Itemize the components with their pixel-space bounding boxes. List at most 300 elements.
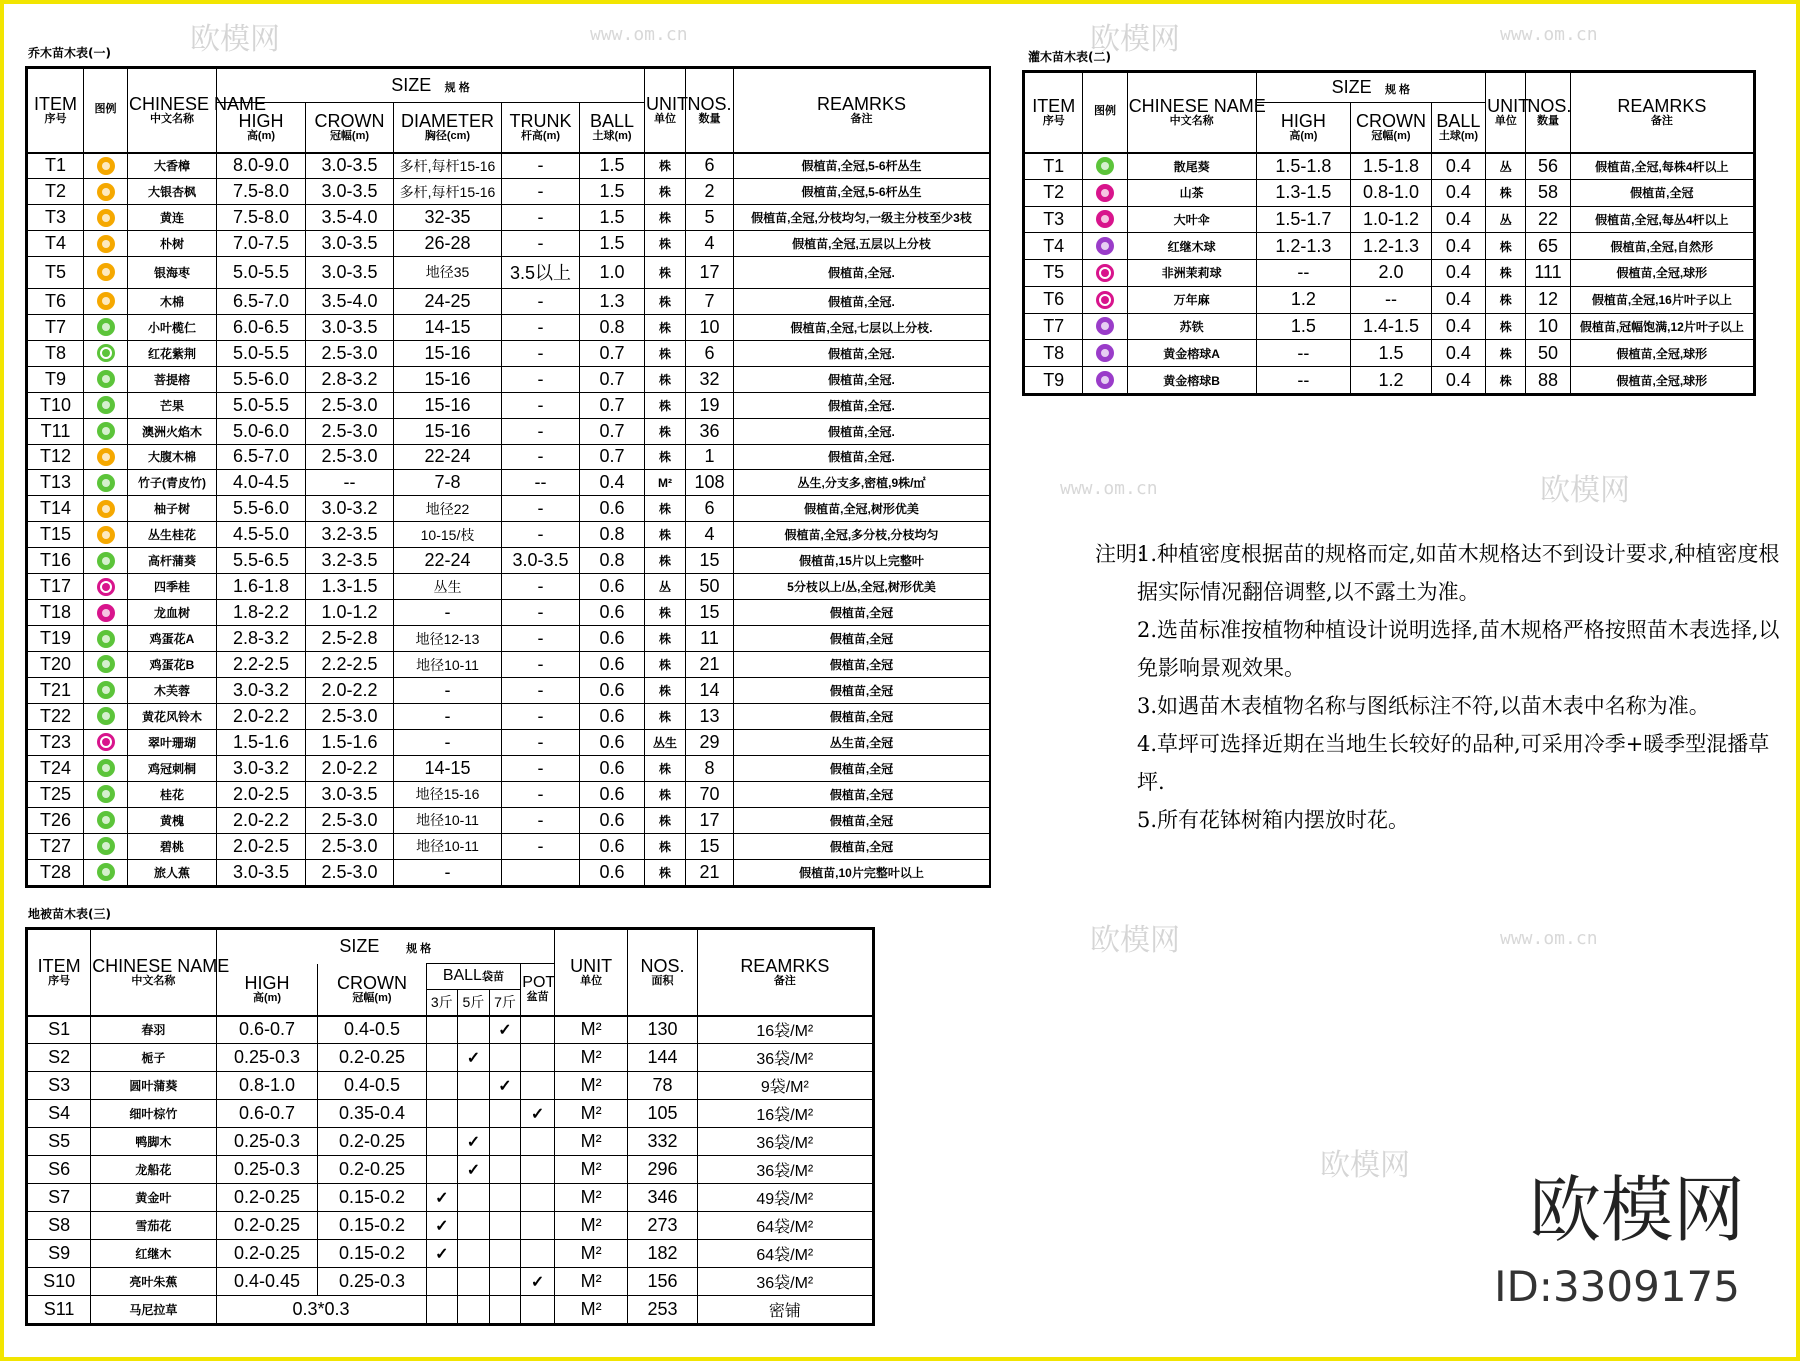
- column-header: [216, 930, 554, 964]
- high-value: --: [1256, 260, 1351, 287]
- remark-text: 假植苗,全冠: [734, 600, 990, 626]
- header-label: 规 格: [444, 81, 470, 94]
- check-7jin: ✓: [489, 1016, 521, 1044]
- header-label: 冠幅(m): [352, 991, 392, 1004]
- item-id: T17: [28, 574, 84, 600]
- crown-value: 2.5-3.0: [306, 704, 394, 730]
- table-row: [1025, 286, 1754, 313]
- header-label: CROWN: [336, 972, 407, 993]
- remark-text: 49袋/M²: [697, 1184, 872, 1212]
- table-row: [28, 548, 990, 574]
- check-3jin: [426, 1016, 458, 1044]
- yellow-flower-icon: [97, 183, 115, 201]
- crown-value: 0.2-0.25: [318, 1128, 426, 1156]
- high-value: 0.6-0.7: [216, 1016, 318, 1044]
- yellow-flower-icon: [97, 292, 115, 310]
- header-label: BALL: [1436, 111, 1481, 132]
- trunk-value: -: [502, 366, 580, 392]
- item-id: T9: [1025, 367, 1083, 394]
- remark-text: 假植苗,全冠,5-6杆丛生: [734, 179, 990, 205]
- table-row: [28, 418, 990, 444]
- table-row: [28, 859, 990, 885]
- remark-text: 假植苗,全冠,七层以上分枝.: [734, 314, 990, 340]
- table-row: [1025, 313, 1754, 340]
- header-label: 规 格: [406, 942, 432, 955]
- high-value: 2.2-2.5: [217, 652, 306, 678]
- plant-name: 红继木球: [1127, 233, 1256, 260]
- high-value: 1.6-1.8: [217, 574, 306, 600]
- header-label: 备注: [773, 974, 796, 987]
- legend-cell: [84, 626, 128, 652]
- ball-value: 0.7: [580, 444, 645, 470]
- ball-value: 1.5: [580, 231, 645, 257]
- item-id: T3: [28, 205, 84, 231]
- table-row: [28, 496, 990, 522]
- diameter-value: 32-35: [394, 205, 502, 231]
- legend-cell: [1083, 153, 1127, 180]
- ball-value: 0.6: [580, 807, 645, 833]
- unit-value: M²: [554, 1016, 627, 1044]
- watermark-id: ID:3309175: [1494, 1262, 1740, 1311]
- header-label: ITEM: [1032, 96, 1076, 117]
- item-id: T7: [1025, 313, 1083, 340]
- header-label: 序号: [1042, 114, 1065, 127]
- green-flower-icon: [97, 759, 115, 777]
- unit-value: 株: [645, 781, 686, 807]
- remark-text: 假植苗,全冠,5-6杆丛生: [734, 153, 990, 179]
- remark-text: 假植苗,全冠.: [734, 366, 990, 392]
- high-value: 5.5-6.0: [217, 496, 306, 522]
- crown-value: 2.5-3.0: [306, 833, 394, 859]
- legend-cell: [1083, 233, 1127, 260]
- check-3jin: [426, 1044, 458, 1072]
- tree-table: [25, 66, 991, 888]
- trunk-value: [502, 859, 580, 885]
- unit-value: 株: [1486, 367, 1526, 394]
- header-label: 单位: [1494, 114, 1517, 127]
- ball-value: 0.8: [580, 548, 645, 574]
- header-label: REAMRKS: [1617, 96, 1707, 117]
- column-header: [1127, 73, 1266, 153]
- table-row: [28, 288, 990, 314]
- check-pot: [521, 1184, 555, 1212]
- legend-cell: [84, 704, 128, 730]
- high-value: 2.0-2.5: [217, 781, 306, 807]
- table-row: [28, 314, 990, 340]
- trunk-value: -: [502, 833, 580, 859]
- unit-value: M²: [554, 1072, 627, 1100]
- legend-cell: [84, 729, 128, 755]
- size-value: 0.3*0.3: [216, 1296, 426, 1324]
- unit-value: 株: [645, 548, 686, 574]
- quantity-value: 50: [686, 574, 734, 600]
- legend-cell: [84, 833, 128, 859]
- column-header: [521, 964, 555, 1016]
- ball-value: 0.6: [580, 496, 645, 522]
- diameter-value: 多杆,每杆15-16: [394, 179, 502, 205]
- remark-text: 16袋/M²: [697, 1016, 872, 1044]
- header-label: DIAMETER: [400, 111, 494, 132]
- remark-text: 假植苗,全冠,五层以上分枝: [734, 231, 990, 257]
- watermark-url: www.om.cn: [1500, 24, 1598, 45]
- unit-value: 株: [645, 288, 686, 314]
- header-label: NOS.: [687, 94, 732, 115]
- trunk-value: --: [502, 470, 580, 496]
- crown-value: 1.5: [1351, 340, 1432, 367]
- plant-name: 非洲茉莉球: [1127, 260, 1256, 287]
- diameter-value: 15-16: [394, 392, 502, 418]
- legend-cell: [1083, 340, 1127, 367]
- check-3jin: ✓: [426, 1184, 458, 1212]
- item-id: T2: [28, 179, 84, 205]
- table-row: [28, 807, 990, 833]
- unit-value: 株: [645, 366, 686, 392]
- header-label: UNIT: [646, 94, 689, 115]
- ball-value: 0.6: [580, 574, 645, 600]
- remark-text: 假植苗,全冠: [734, 781, 990, 807]
- table-row: [28, 1044, 873, 1072]
- legend-cell: [84, 314, 128, 340]
- yellow-star-icon: [97, 263, 115, 281]
- legend-cell: [84, 392, 128, 418]
- plant-name: 银海枣: [128, 257, 217, 289]
- header-label: 序号: [48, 974, 71, 987]
- diameter-value: 15-16: [394, 340, 502, 366]
- unit-value: 株: [645, 314, 686, 340]
- header-label: 胸径(cm): [424, 129, 471, 142]
- high-value: 5.5-6.5: [217, 548, 306, 574]
- ball-value: 0.4: [1431, 286, 1485, 313]
- area-value: 253: [628, 1296, 697, 1324]
- quantity-value: 111: [1526, 260, 1570, 287]
- magenta-ring-icon: [97, 733, 115, 751]
- high-value: 1.5-1.8: [1256, 153, 1351, 180]
- ball-value: 0.6: [580, 626, 645, 652]
- plant-name: 翠叶珊瑚: [128, 729, 217, 755]
- header-label: ITEM: [37, 956, 81, 977]
- ball-value: 0.4: [1431, 313, 1485, 340]
- crown-value: 0.2-0.25: [318, 1156, 426, 1184]
- trunk-value: -: [502, 755, 580, 781]
- quantity-value: 58: [1526, 179, 1570, 206]
- item-id: T25: [28, 781, 84, 807]
- header-label: 高(m): [246, 129, 276, 142]
- yellow-flower-icon: [97, 157, 115, 175]
- legend-cell: [1083, 286, 1127, 313]
- ball-value: 0.4: [1431, 179, 1485, 206]
- item-id: T27: [28, 833, 84, 859]
- unit-value: M²: [554, 1240, 627, 1268]
- ball-value: 1.0: [580, 257, 645, 289]
- legend-cell: [84, 257, 128, 289]
- item-id: T26: [28, 807, 84, 833]
- diameter-value: 22-24: [394, 444, 502, 470]
- remark-text: 16袋/M²: [697, 1100, 872, 1128]
- trunk-value: 3.5以上: [502, 257, 580, 289]
- diameter-value: -: [394, 600, 502, 626]
- item-id: T23: [28, 729, 84, 755]
- plant-name: 亮叶朱蕉: [91, 1268, 216, 1296]
- trunk-value: -: [502, 340, 580, 366]
- legend-cell: [84, 574, 128, 600]
- item-id: T5: [28, 257, 84, 289]
- header-label: HIGH: [1280, 111, 1326, 132]
- empty-cell: [489, 1296, 521, 1324]
- high-value: 4.5-5.0: [217, 522, 306, 548]
- header-label: CHINESE NAME: [1128, 96, 1266, 117]
- unit-value: 株: [645, 626, 686, 652]
- header-label: 土球(m): [592, 129, 632, 142]
- check-3jin: [426, 1100, 458, 1128]
- unit-value: M²: [645, 470, 686, 496]
- item-id: T22: [28, 704, 84, 730]
- quantity-value: 8: [686, 755, 734, 781]
- crown-value: 1.0-1.2: [306, 600, 394, 626]
- crown-value: 1.2: [1351, 367, 1432, 394]
- col-ball: [580, 103, 645, 153]
- check-7jin: [489, 1100, 521, 1128]
- check-5jin: ✓: [458, 1156, 490, 1184]
- crown-value: 0.35-0.4: [318, 1100, 426, 1128]
- quantity-value: 2: [686, 179, 734, 205]
- ball-value: 0.4: [1431, 206, 1485, 233]
- quantity-value: 7: [686, 288, 734, 314]
- bamboo-icon: [97, 474, 115, 492]
- remark-text: 假植苗,10片完整叶以上: [734, 859, 990, 885]
- crown-value: 1.5-1.6: [306, 729, 394, 755]
- legend-cell: [84, 444, 128, 470]
- legend-cell: [84, 781, 128, 807]
- plant-name: 黄花风铃木: [128, 704, 217, 730]
- quantity-value: 65: [1526, 233, 1570, 260]
- diameter-value: 10-15/枝: [394, 522, 502, 548]
- plant-name: 黄连: [128, 205, 217, 231]
- check-3jin: ✓: [426, 1240, 458, 1268]
- ball-value: 0.6: [580, 704, 645, 730]
- plant-name: 鸡蛋花A: [128, 626, 217, 652]
- trunk-value: -: [502, 288, 580, 314]
- remark-text: 丛生苗,全冠: [734, 729, 990, 755]
- quantity-value: 5: [686, 205, 734, 231]
- header-label: 土球(m): [1438, 129, 1478, 142]
- check-5jin: [458, 1016, 490, 1044]
- plant-name: 木棉: [128, 288, 217, 314]
- unit-value: 株: [1486, 340, 1526, 367]
- legend-cell: [84, 470, 128, 496]
- watermark-brand: 欧模网: [1528, 1168, 1745, 1252]
- trunk-value: -: [502, 574, 580, 600]
- table-row: [1025, 340, 1754, 367]
- ball-value: 0.6: [580, 600, 645, 626]
- diameter-value: 地径15-16: [394, 781, 502, 807]
- header-label: 规 格: [1384, 83, 1411, 96]
- check-5jin: ✓: [458, 1128, 490, 1156]
- diameter-value: 多杆,每杆15-16: [394, 153, 502, 179]
- purple-star-icon: [1096, 317, 1114, 335]
- legend-cell: [84, 179, 128, 205]
- diameter-value: 7-8: [394, 470, 502, 496]
- header-label: REAMRKS: [740, 956, 830, 977]
- crown-value: 3.5-4.0: [306, 205, 394, 231]
- unit-value: 株: [645, 600, 686, 626]
- purple-flower-icon: [1096, 344, 1114, 362]
- ground-table: [25, 927, 875, 1326]
- item-id: S3: [28, 1072, 91, 1100]
- remark-text: 假植苗,全冠.: [734, 257, 990, 289]
- remark-text: 假植苗,全冠: [734, 678, 990, 704]
- header-label: 中文名称: [150, 112, 194, 125]
- diameter-value: 26-28: [394, 231, 502, 257]
- legend-cell: [84, 548, 128, 574]
- trunk-value: -: [502, 231, 580, 257]
- high-value: 2.8-3.2: [217, 626, 306, 652]
- remark-text: 假植苗,全冠.: [734, 418, 990, 444]
- unit-value: 株: [645, 678, 686, 704]
- column-header: [554, 930, 627, 1016]
- diameter-value: 地径35: [394, 257, 502, 289]
- crown-value: 2.5-2.8: [306, 626, 394, 652]
- check-3jin: [426, 1072, 458, 1100]
- crown-value: 1.5-1.8: [1351, 153, 1432, 180]
- check-pot: ✓: [521, 1100, 555, 1128]
- column-header: 7斤: [489, 990, 521, 1016]
- check-3jin: [426, 1128, 458, 1156]
- unit-value: 株: [645, 652, 686, 678]
- table-row: [28, 1184, 873, 1212]
- plant-name: 黄槐: [128, 807, 217, 833]
- ball-value: 0.7: [580, 418, 645, 444]
- item-id: T1: [28, 153, 84, 179]
- table-row: [1025, 233, 1754, 260]
- table-row: [28, 470, 990, 496]
- header-label: 中文名称: [1169, 114, 1214, 127]
- quantity-value: 15: [686, 833, 734, 859]
- unit-value: 株: [645, 205, 686, 231]
- crown-value: 1.3-1.5: [306, 574, 394, 600]
- remark-text: 假植苗,全冠,球形: [1570, 260, 1753, 287]
- plant-name: 山茶: [1127, 179, 1256, 206]
- trunk-value: -: [502, 444, 580, 470]
- high-value: 5.0-5.5: [217, 392, 306, 418]
- item-id: S11: [28, 1296, 91, 1324]
- ball-value: 0.4: [1431, 367, 1485, 394]
- remark-text: 假植苗,全冠,分枝均匀,一级主分枝至少3枝: [734, 205, 990, 231]
- high-value: 3.0-3.5: [217, 859, 306, 885]
- plant-name: 碧桃: [128, 833, 217, 859]
- ball-value: 0.6: [580, 781, 645, 807]
- check-5jin: [458, 1240, 490, 1268]
- remark-text: 假植苗,全冠,自然形: [1570, 233, 1753, 260]
- plant-name: 大香樟: [128, 153, 217, 179]
- check-pot: [521, 1128, 555, 1156]
- watermark-logo: 欧模网: [190, 22, 280, 57]
- diameter-value: 地径10-11: [394, 833, 502, 859]
- crown-value: 1.0-1.2: [1351, 206, 1432, 233]
- remark-text: 假植苗,全冠,每丛4杆以上: [1570, 206, 1753, 233]
- high-value: 0.25-0.3: [216, 1128, 318, 1156]
- table-row: [28, 179, 990, 205]
- item-id: S6: [28, 1156, 91, 1184]
- watermark-logo: 欧模网: [1320, 1148, 1410, 1183]
- remark-text: 假植苗,全冠: [734, 704, 990, 730]
- ground-table-title: 地被苗木表(三): [28, 907, 111, 921]
- column-header: [28, 930, 91, 1016]
- green-fan-icon: [97, 655, 115, 673]
- quantity-value: 15: [686, 548, 734, 574]
- trunk-value: -: [502, 496, 580, 522]
- crown-value: 3.2-3.5: [306, 548, 394, 574]
- legend-cell: [1083, 313, 1127, 340]
- watermark-logo: 欧模网: [1090, 22, 1180, 57]
- unit-value: 株: [645, 859, 686, 885]
- remark-text: 假植苗,全冠: [734, 807, 990, 833]
- header-label: 备注: [850, 112, 873, 125]
- high-value: 2.0-2.5: [217, 833, 306, 859]
- item-id: T3: [1025, 206, 1083, 233]
- plant-name: 散尾葵: [1127, 153, 1256, 180]
- check-5jin: [458, 1268, 490, 1296]
- design-notes: [1095, 535, 1785, 839]
- area-value: 296: [628, 1156, 697, 1184]
- high-value: 1.5-1.7: [1256, 206, 1351, 233]
- plant-name: 菩提榕: [128, 366, 217, 392]
- high-value: 3.0-3.2: [217, 755, 306, 781]
- crown-value: 3.0-3.5: [306, 231, 394, 257]
- high-value: 5.0-5.5: [217, 340, 306, 366]
- yellow-gear-icon: [97, 235, 115, 253]
- yellow-flower-icon: [97, 209, 115, 227]
- plant-name: 芒果: [128, 392, 217, 418]
- check-5jin: [458, 1100, 490, 1128]
- unit-value: M²: [554, 1296, 627, 1324]
- magenta-gear-icon: [97, 604, 115, 622]
- green-flower-icon: [97, 785, 115, 803]
- ball-value: 0.4: [580, 470, 645, 496]
- header-label: 备注: [1650, 114, 1673, 127]
- plant-name: 苏铁: [1127, 313, 1256, 340]
- header-label: 冠幅(m): [329, 129, 370, 142]
- trunk-value: -: [502, 781, 580, 807]
- remark-text: 假植苗,全冠: [734, 652, 990, 678]
- unit-value: 株: [1486, 313, 1526, 340]
- header-label: BALL: [442, 967, 482, 985]
- watermark-logo: 欧模网: [1540, 473, 1630, 508]
- header-label: 高(m): [1289, 129, 1318, 142]
- column-header: [1083, 73, 1127, 153]
- plant-name: 鸡冠刺桐: [128, 755, 217, 781]
- trunk-value: -: [502, 600, 580, 626]
- note-item: 3.如遇苗木表植物名称与图纸标注不符,以苗木表中名称为准。: [1137, 694, 1710, 718]
- unit-value: 株: [645, 755, 686, 781]
- trunk-value: -: [502, 179, 580, 205]
- crown-value: 0.8-1.0: [1351, 179, 1432, 206]
- item-id: T14: [28, 496, 84, 522]
- watermark-url: www.om.cn: [1060, 478, 1158, 499]
- legend-cell: [84, 418, 128, 444]
- watermark-url: www.om.cn: [590, 24, 688, 45]
- legend-cell: [84, 755, 128, 781]
- header-label: SIZE: [1331, 76, 1372, 97]
- unit-value: 株: [1486, 233, 1526, 260]
- diameter-value: -: [394, 678, 502, 704]
- crown-value: 2.0-2.2: [306, 678, 394, 704]
- legend-cell: [1083, 206, 1127, 233]
- remark-text: 36袋/M²: [697, 1268, 872, 1296]
- header-label: CHINESE NAME: [129, 94, 267, 115]
- empty-cell: [521, 1296, 555, 1324]
- table-row: [28, 1296, 873, 1324]
- header-label: 中文名称: [131, 974, 176, 987]
